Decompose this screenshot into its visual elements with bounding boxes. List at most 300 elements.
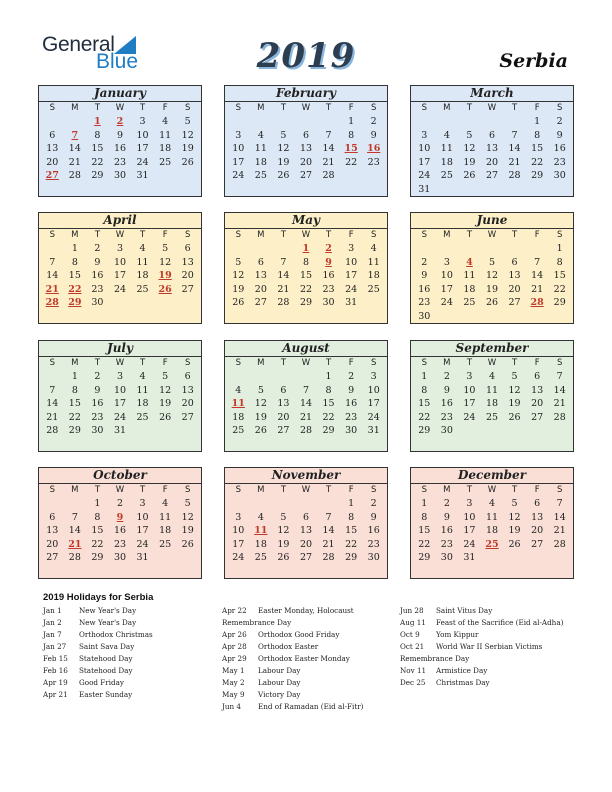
day-cell: 22 [91,538,104,550]
day-cell: 16 [367,525,380,537]
day-cell: 27 [181,411,194,423]
day-cell: 5 [511,498,518,509]
day-cell: 22 [345,538,358,550]
weekday-header: F [348,230,354,240]
weekday-header: W [487,358,497,368]
day-cell: 4 [488,371,496,382]
day-cell: 29 [553,297,566,309]
weekday-header: F [534,230,540,240]
empty-day-cell [458,115,481,129]
day-cell: 11 [440,143,453,155]
day-cell: 10 [463,384,476,396]
holiday-entry [222,641,363,653]
holiday-entry [400,641,563,653]
day-cell: 3 [466,498,473,509]
day-cell: 31 [113,425,127,437]
day-cell: 17 [113,270,127,282]
weekday-header: F [162,485,168,495]
day-cell: 2 [94,371,101,382]
weekday-header: F [534,103,540,113]
weekday-header: M [443,485,451,495]
day-cell: 24 [232,552,245,564]
month-july [38,340,202,452]
holiday-date: Apr 28 [222,642,247,651]
empty-day-cell [227,370,250,384]
holiday-entry [222,653,363,665]
day-cell: 14 [68,525,81,537]
day-cell: 24 [113,411,127,423]
day-cell: 4 [443,129,450,141]
day-cell: 16 [345,398,358,410]
holiday-column-3 [400,605,563,689]
holiday-name: Orthodox Christmas [79,630,153,639]
holiday-date: Jun 28 [400,606,424,615]
day-cell: 13 [46,525,59,537]
calendar-year: 2019 [256,36,356,76]
day-cell: 2 [556,116,563,127]
day-cell: 1 [325,371,332,382]
holiday-date: May 9 [222,690,245,699]
month-august [224,340,388,452]
holiday-entry [222,701,363,713]
month-title: February [225,86,387,102]
day-cell: 7 [556,371,563,382]
day-cell: 15 [322,398,335,410]
day-cell: 20 [277,411,290,423]
weekday-header: F [534,358,540,368]
day-cell: 31 [345,297,358,309]
day-cell: 18 [159,143,172,155]
day-cell: 23 [367,156,380,168]
day-cell: 11 [136,384,149,396]
day-cell: 27 [531,538,544,550]
weekday-header: S [371,358,377,368]
day-cell: 2 [370,498,377,509]
holiday-name: Easter Sunday [79,690,133,699]
holiday-entry [400,653,563,665]
weekday-header: M [257,358,265,368]
day-cell: 16 [113,525,127,537]
weekday-header: S [557,358,563,368]
weekday-header: S [235,103,241,113]
weekday-header: W [115,485,125,495]
day-cell: 20 [46,538,59,550]
day-cell: 11 [367,256,380,268]
weekday-header: T [325,230,332,240]
weekday-header: S [49,485,55,495]
day-cell: 18 [159,525,172,537]
holiday-entry [43,689,153,701]
day-cell: 26 [463,170,476,182]
day-cell: 18 [136,398,149,410]
holiday-day-cell: 28 [530,297,544,309]
day-cell: 27 [531,411,544,423]
day-grid [411,484,573,565]
day-cell: 29 [322,425,335,437]
day-cell: 20 [181,398,194,410]
day-cell: 3 [466,371,473,382]
holiday-name: End of Ramadan (Eid al-Fitr) [258,702,364,711]
day-cell: 15 [68,398,81,410]
day-cell: 6 [184,371,191,382]
day-cell: 30 [91,425,104,437]
day-cell: 22 [553,283,566,295]
holiday-name: World War II Serbian Victims [436,642,543,651]
day-cell: 8 [556,256,563,268]
day-cell: 16 [553,143,566,155]
day-grid [39,102,201,183]
day-cell: 27 [299,170,313,182]
day-cell: 10 [367,384,380,396]
empty-day-cell [317,497,340,511]
day-cell: 15 [299,270,313,282]
empty-day-cell [64,497,87,511]
day-cell: 7 [49,256,56,268]
weekday-header: W [301,485,311,495]
day-cell: 15 [91,525,104,537]
day-cell: 17 [232,538,245,550]
day-cell: 26 [277,552,290,564]
holiday-date: Apr 21 [43,690,68,699]
empty-day-cell [295,497,318,511]
day-cell: 4 [162,116,169,127]
day-cell: 1 [556,243,563,254]
day-cell: 21 [46,411,59,423]
holiday-entry [43,605,153,617]
day-cell: 10 [113,384,127,396]
day-cell: 25 [367,283,380,295]
logo-general-text: General [42,33,115,56]
weekday-header: S [185,230,191,240]
day-cell: 17 [463,398,476,410]
day-cell: 3 [116,371,124,382]
weekday-header: T [511,358,518,368]
day-cell: 14 [508,143,521,155]
weekday-header: F [162,230,168,240]
empty-day-cell [436,242,459,256]
month-february [224,85,388,197]
day-cell: 12 [254,398,267,410]
weekday-header: S [185,358,191,368]
day-cell: 14 [277,270,290,282]
day-cell: 30 [113,170,127,182]
day-cell: 17 [367,398,380,410]
day-cell: 5 [235,256,242,268]
day-cell: 19 [254,411,267,423]
day-cell: 24 [463,411,476,423]
day-cell: 12 [159,256,172,268]
day-cell: 2 [94,243,101,254]
day-cell: 4 [139,243,146,254]
day-cell: 14 [299,398,313,410]
empty-day-cell [41,115,64,129]
day-cell: 4 [257,129,264,141]
weekday-header: W [301,103,311,113]
weekday-header: S [49,103,55,113]
day-cell: 11 [159,511,172,523]
day-cell: 6 [49,129,56,141]
empty-day-cell [272,115,295,129]
day-cell: 22 [418,411,431,423]
day-cell: 16 [91,398,104,410]
weekday-header: F [162,358,168,368]
day-cell: 17 [463,525,476,537]
weekday-header: F [162,103,168,113]
weekday-header: W [301,230,311,240]
day-cell: 13 [254,270,267,282]
day-cell: 21 [531,283,544,295]
day-cell: 11 [254,143,267,155]
day-cell: 7 [325,129,332,141]
day-cell: 9 [370,129,377,141]
day-cell: 8 [94,511,101,523]
day-cell: 31 [463,552,476,564]
holiday-day-cell: 2 [325,243,332,254]
weekday-header: M [443,230,451,240]
empty-day-cell [295,370,318,384]
empty-day-cell [41,242,64,256]
holiday-date: Jan 7 [43,630,62,639]
holiday-entry [400,677,563,689]
holiday-entry [400,605,563,617]
day-cell: 30 [345,425,358,437]
holiday-entry [222,665,363,677]
holiday-entry [43,641,153,653]
day-cell: 3 [139,116,146,127]
holiday-entry [43,653,153,665]
weekday-header: T [94,358,101,368]
holiday-date: Jan 1 [43,606,62,615]
day-cell: 23 [91,283,104,295]
weekday-header: S [371,485,377,495]
holiday-date: Jan 27 [43,642,67,651]
month-january [38,85,202,197]
day-cell: 14 [322,525,335,537]
country-name: Serbia [499,50,568,72]
month-title: March [411,86,573,102]
holiday-day-cell: 28 [45,297,59,309]
day-cell: 25 [159,538,172,550]
empty-day-cell [272,242,295,256]
day-cell: 25 [485,411,499,423]
day-cell: 1 [348,116,355,127]
weekday-header: F [348,485,354,495]
day-cell: 19 [485,283,499,295]
holiday-day-cell: 1 [94,116,101,127]
weekday-header: S [421,485,427,495]
day-cell: 25 [254,552,267,564]
holiday-date: Apr 19 [43,678,68,687]
holiday-name: New Year's Day [79,618,137,627]
day-cell: 7 [302,384,310,396]
day-cell: 17 [232,156,245,168]
day-cell: 23 [553,156,566,168]
day-cell: 4 [488,498,496,509]
day-cell: 18 [254,538,267,550]
day-cell: 2 [348,371,355,382]
month-title: September [411,341,573,357]
day-cell: 25 [440,170,453,182]
day-grid [39,484,201,565]
day-cell: 13 [181,256,194,268]
day-cell: 3 [235,129,242,141]
day-cell: 13 [299,143,313,155]
day-cell: 31 [136,552,149,564]
day-cell: 26 [485,297,499,309]
weekday-header: S [421,103,427,113]
holiday-date: May 1 [222,666,245,675]
day-cell: 23 [113,156,127,168]
weekday-header: W [487,103,497,113]
holiday-name: Saint Vitus Day [436,606,493,615]
weekday-header: T [466,230,473,240]
day-cell: 19 [277,156,290,168]
weekday-header: T [466,358,473,368]
day-cell: 26 [232,297,245,309]
day-cell: 22 [418,538,431,550]
holiday-column-1 [43,605,153,701]
day-cell: 19 [181,143,194,155]
weekday-header: S [557,103,563,113]
weekday-header: S [421,230,427,240]
day-cell: 17 [136,525,149,537]
weekday-header: S [371,230,377,240]
day-cell: 2 [370,116,377,127]
day-cell: 28 [322,552,335,564]
day-cell: 21 [322,156,335,168]
day-cell: 14 [322,143,335,155]
holiday-day-cell: 21 [68,538,82,550]
day-cell: 27 [277,425,290,437]
holiday-name: Labour Day [258,666,301,675]
day-cell: 9 [348,384,355,396]
empty-day-cell [413,242,436,256]
day-cell: 20 [254,283,267,295]
day-cell: 29 [68,425,81,437]
holiday-day-cell: 21 [45,283,59,295]
day-cell: 3 [139,498,146,509]
day-cell: 27 [181,283,194,295]
day-cell: 24 [418,170,431,182]
day-cell: 4 [235,384,242,396]
day-cell: 10 [136,511,149,523]
weekday-header: M [443,358,451,368]
day-cell: 24 [136,538,149,550]
day-cell: 3 [370,371,377,382]
day-cell: 21 [277,283,290,295]
holiday-date: Feb 15 [43,654,68,663]
day-cell: 21 [68,156,81,168]
day-cell: 18 [367,270,380,282]
day-cell: 26 [277,170,290,182]
empty-day-cell [295,115,318,129]
day-cell: 8 [325,384,332,396]
holiday-name: Statehood Day [79,654,133,663]
holiday-day-cell: 7 [71,129,79,141]
weekday-header: W [115,230,125,240]
weekday-header: T [139,485,146,495]
month-title: August [225,341,387,357]
day-cell: 18 [136,270,149,282]
day-grid [225,484,387,565]
holiday-day-cell: 25 [485,538,499,550]
holiday-name: Yom Kippur [436,630,479,639]
holiday-entry [43,617,153,629]
day-cell: 30 [440,552,453,564]
day-cell: 5 [184,116,191,127]
day-cell: 25 [136,411,149,423]
day-cell: 13 [299,525,313,537]
day-cell: 23 [322,283,335,295]
day-cell: 20 [531,525,544,537]
weekday-header: S [557,230,563,240]
day-cell: 26 [508,538,521,550]
day-cell: 4 [162,498,169,509]
day-cell: 11 [136,256,149,268]
weekday-header: F [348,358,354,368]
month-title: May [225,213,387,229]
day-cell: 2 [443,498,450,509]
weekday-header: S [185,485,191,495]
day-cell: 6 [511,256,518,268]
empty-day-cell [317,115,340,129]
holiday-name: Orthodox Easter Monday [258,654,350,663]
day-cell: 13 [46,143,59,155]
day-cell: 18 [485,525,499,537]
day-cell: 19 [159,398,172,410]
weekday-header: M [443,103,451,113]
day-cell: 15 [531,143,544,155]
weekday-header: M [257,485,265,495]
empty-day-cell [250,115,273,129]
weekday-header: W [487,485,497,495]
empty-day-cell [272,497,295,511]
day-cell: 12 [277,143,290,155]
day-cell: 9 [94,256,101,268]
day-cell: 12 [463,143,476,155]
weekday-header: T [466,103,473,113]
day-cell: 8 [534,129,541,141]
weekday-header: S [235,230,241,240]
day-cell: 9 [421,270,428,282]
day-cell: 8 [302,256,310,268]
holiday-day-cell: 26 [158,283,172,295]
empty-day-cell [526,242,549,256]
day-cell: 17 [345,270,358,282]
month-april [38,212,202,324]
day-cell: 21 [553,525,566,537]
day-cell: 11 [485,384,499,396]
holiday-day-cell: 4 [466,256,473,268]
day-cell: 19 [463,156,476,168]
empty-day-cell [41,370,64,384]
weekday-header: T [511,103,518,113]
day-cell: 8 [348,511,355,523]
day-cell: 5 [162,371,169,382]
weekday-header: W [115,103,125,113]
day-cell: 24 [440,297,453,309]
empty-day-cell [227,242,250,256]
weekday-header: T [94,230,101,240]
day-cell: 26 [508,411,521,423]
day-cell: 10 [440,270,453,282]
empty-day-cell [413,115,436,129]
weekday-header: W [487,230,497,240]
day-cell: 28 [46,425,59,437]
day-grid [225,357,387,438]
day-cell: 10 [418,143,431,155]
day-cell: 23 [345,411,358,423]
